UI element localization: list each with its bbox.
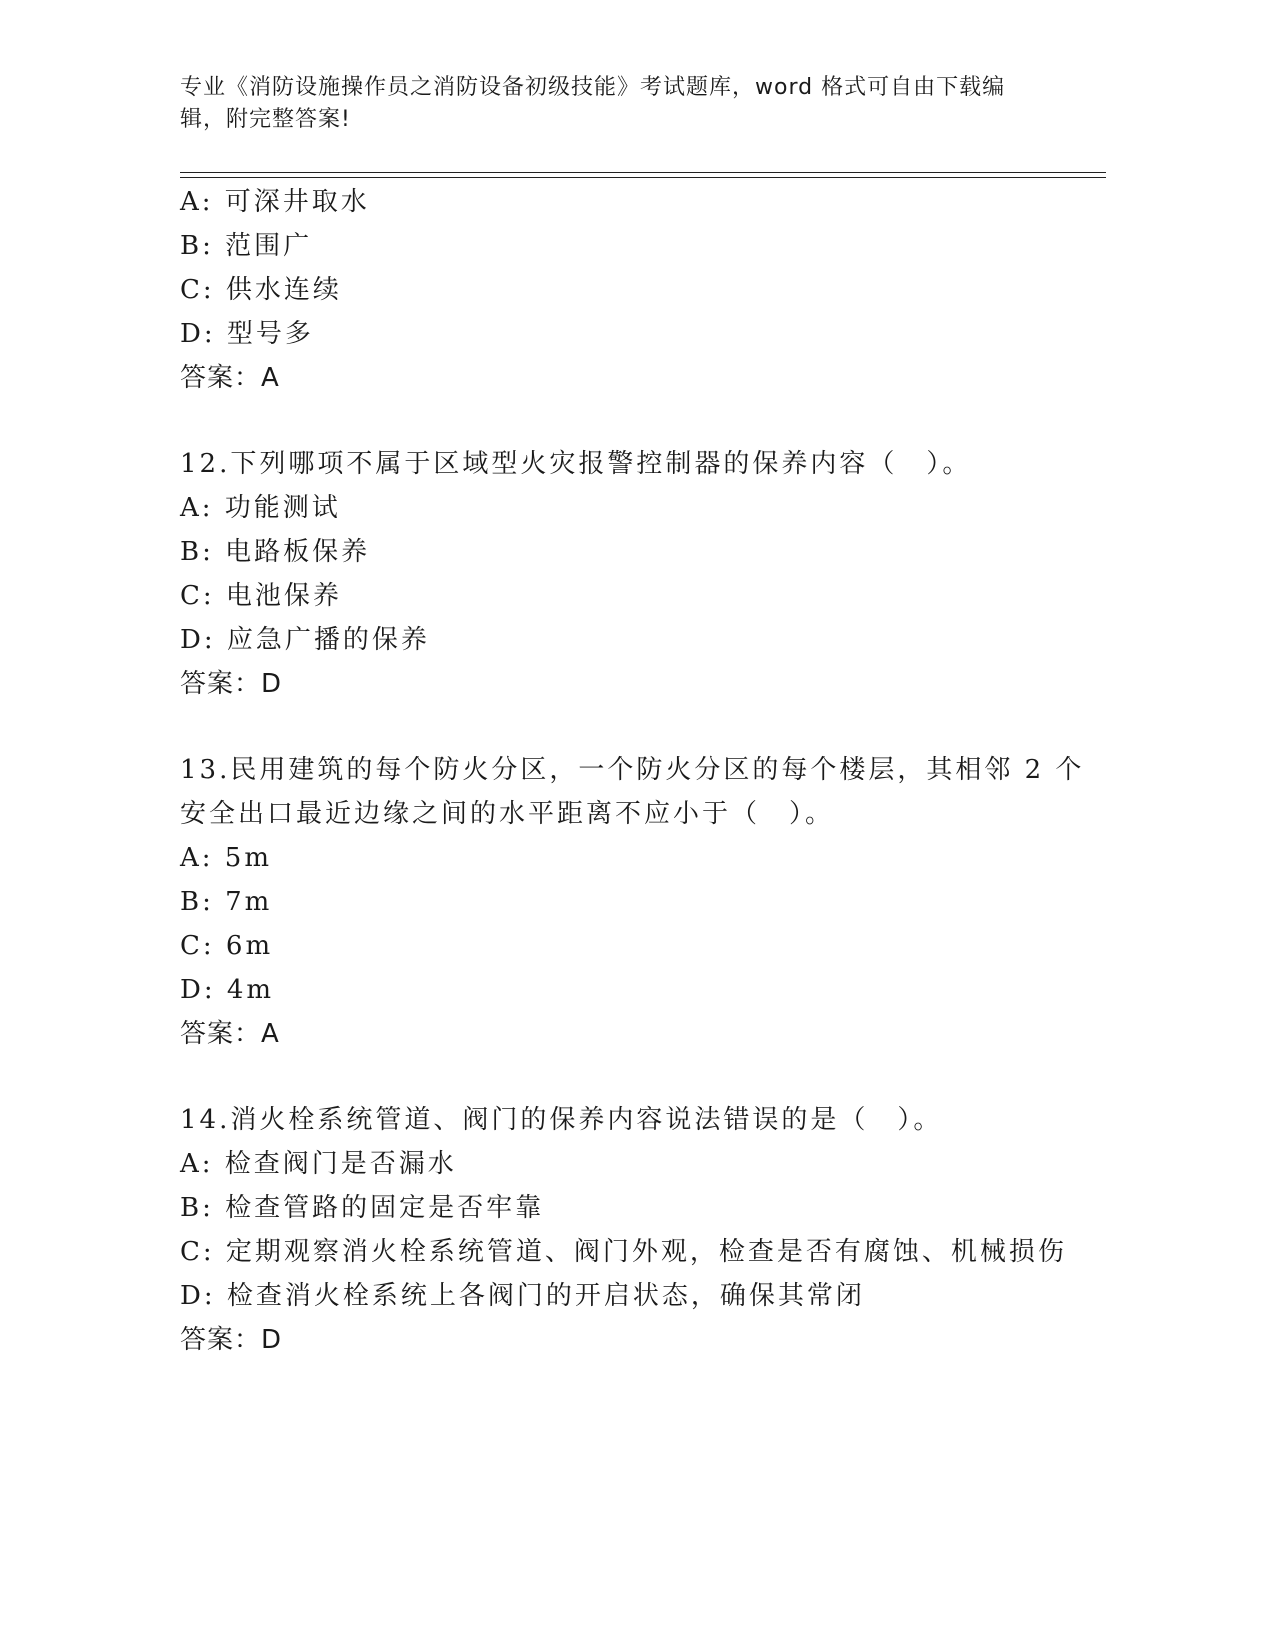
question-text: 13.民用建筑的每个防火分区，一个防火分区的每个楼层，其相邻 2 个 xyxy=(180,755,1085,785)
question-14-block xyxy=(180,1098,1080,1362)
header-line-1: 专业《消防设施操作员之消防设备初级技能》考试题库，word 格式可自由下载编 xyxy=(180,75,1006,100)
option-a: A: 5m xyxy=(180,843,272,873)
document-header xyxy=(180,72,1060,136)
header-divider-bottom xyxy=(180,177,1106,178)
option-c: C: 供水连续 xyxy=(180,275,342,305)
spacer xyxy=(180,706,1080,748)
option-c: C: 电池保养 xyxy=(180,581,342,611)
question-text: 14.消火栓系统管道、阀门的保养内容说法错误的是（ ）。 xyxy=(180,1105,943,1135)
answer-line: 答案：A xyxy=(180,363,280,393)
option-a: A: 检查阀门是否漏水 xyxy=(180,1149,457,1179)
question-13-block xyxy=(180,748,1085,1056)
question-12-block xyxy=(180,442,1080,706)
header-line-2: 辑，附完整答案! xyxy=(180,107,351,132)
option-b: B: 电路板保养 xyxy=(180,537,371,567)
answer-line: 答案：D xyxy=(180,669,283,699)
question-text: 12.下列哪项不属于区域型火灾报警控制器的保养内容（ ）。 xyxy=(180,449,972,479)
option-c: C: 6m xyxy=(180,931,274,961)
option-c: C: 定期观察消火栓系统管道、阀门外观，检查是否有腐蚀、机械损伤 xyxy=(180,1237,1067,1267)
spacer xyxy=(180,1056,1080,1098)
answer-line: 答案：D xyxy=(180,1325,283,1355)
option-a: A: 功能测试 xyxy=(180,493,341,523)
option-a: A: 可深井取水 xyxy=(180,187,370,217)
question-text-continued: 安全出口最近边缘之间的水平距离不应小于（ ）。 xyxy=(180,799,835,829)
option-d: D: 4m xyxy=(180,975,275,1005)
option-b: B: 范围广 xyxy=(180,231,313,261)
option-d: D: 型号多 xyxy=(180,319,314,349)
spacer xyxy=(180,400,1080,442)
option-d: D: 应急广播的保养 xyxy=(180,625,430,655)
question-11-block xyxy=(180,180,1080,400)
answer-line: 答案：A xyxy=(180,1019,280,1049)
option-b: B: 7m xyxy=(180,887,273,917)
header-divider-top xyxy=(180,172,1106,173)
option-b: B: 检查管路的固定是否牢靠 xyxy=(180,1193,545,1223)
document-body xyxy=(180,180,1085,1362)
option-d: D: 检查消火栓系统上各阀门的开启状态，确保其常闭 xyxy=(180,1281,865,1311)
